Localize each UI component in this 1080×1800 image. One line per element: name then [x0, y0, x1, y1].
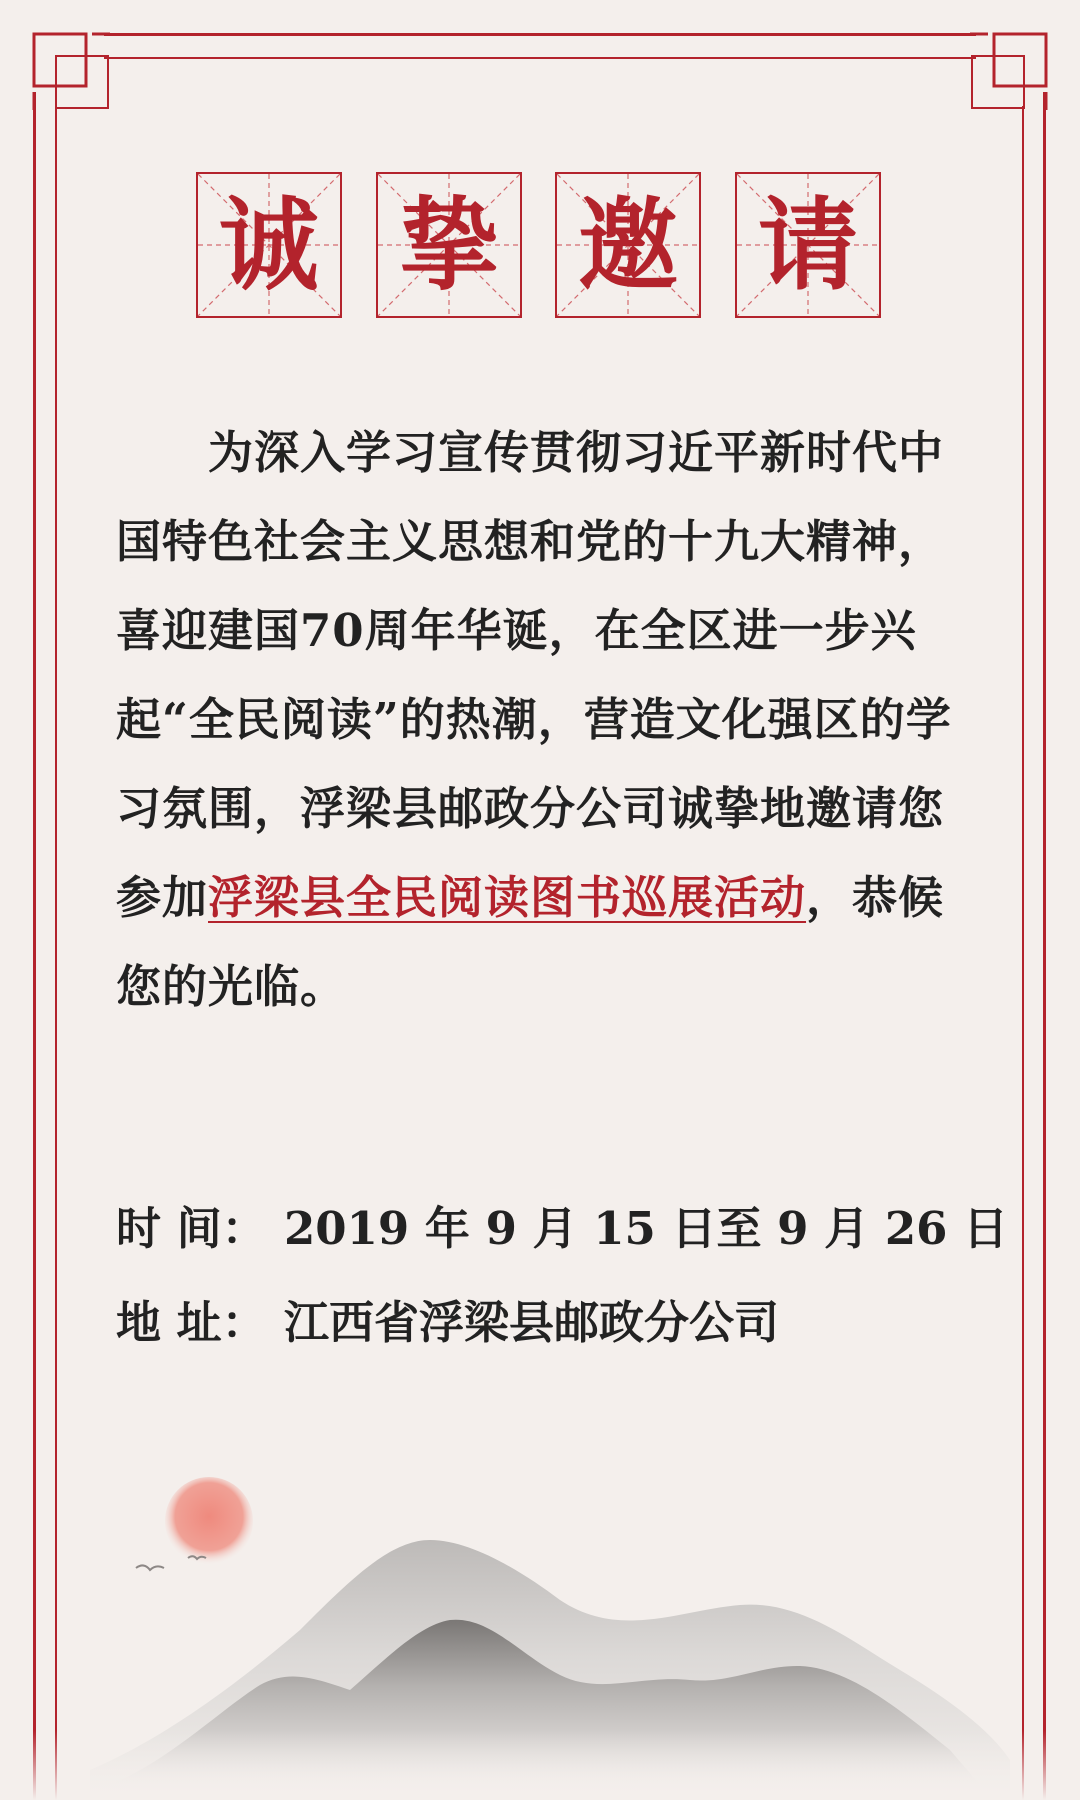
birds-icon	[136, 1556, 206, 1570]
title-char-box-3	[555, 172, 701, 318]
ink-landscape-illustration	[0, 1440, 1080, 1800]
invitation-body	[116, 408, 956, 1031]
frame-corner-right-ornament	[970, 30, 1050, 110]
title-char-box-4	[735, 172, 881, 318]
title-char: 挚	[399, 186, 499, 304]
event-name-link[interactable]: 浮梁县全民阅读图书巡展活动	[208, 871, 807, 924]
title-char: 请	[758, 186, 858, 304]
address-value: 江西省浮梁县邮政分公司	[284, 1296, 780, 1349]
sun-icon	[165, 1477, 253, 1565]
time-label: 时 间：	[116, 1202, 267, 1255]
frame-top-outer-line	[104, 33, 976, 36]
invitation-title	[196, 172, 886, 320]
mist-overlay	[0, 1730, 1080, 1800]
frame-corner-left-ornament	[30, 30, 110, 110]
address-label: 地 址：	[116, 1296, 267, 1349]
title-char: 邀	[578, 186, 678, 304]
frame-top-inner-line	[104, 57, 976, 59]
time-line	[116, 1199, 1009, 1259]
title-char: 诚	[219, 186, 319, 304]
body-text-before: 为深入学习宣传贯彻习近平新时代中国特色社会主义思想和党的十九大精神，喜迎建国70周年华诞，在全区进一步兴起“全民阅读”的热潮，营造文化强区的学习氛围，浮梁县邮政分公司诚挚地邀请您参加	[116, 426, 952, 924]
time-value: 2019 年 9 月 15 日至 9 月 26 日	[284, 1202, 1009, 1255]
title-char-box-1	[196, 172, 342, 318]
address-line	[116, 1293, 996, 1353]
body-text-after: ，恭候您的光临。	[116, 871, 945, 1013]
title-char-box-2	[376, 172, 522, 318]
